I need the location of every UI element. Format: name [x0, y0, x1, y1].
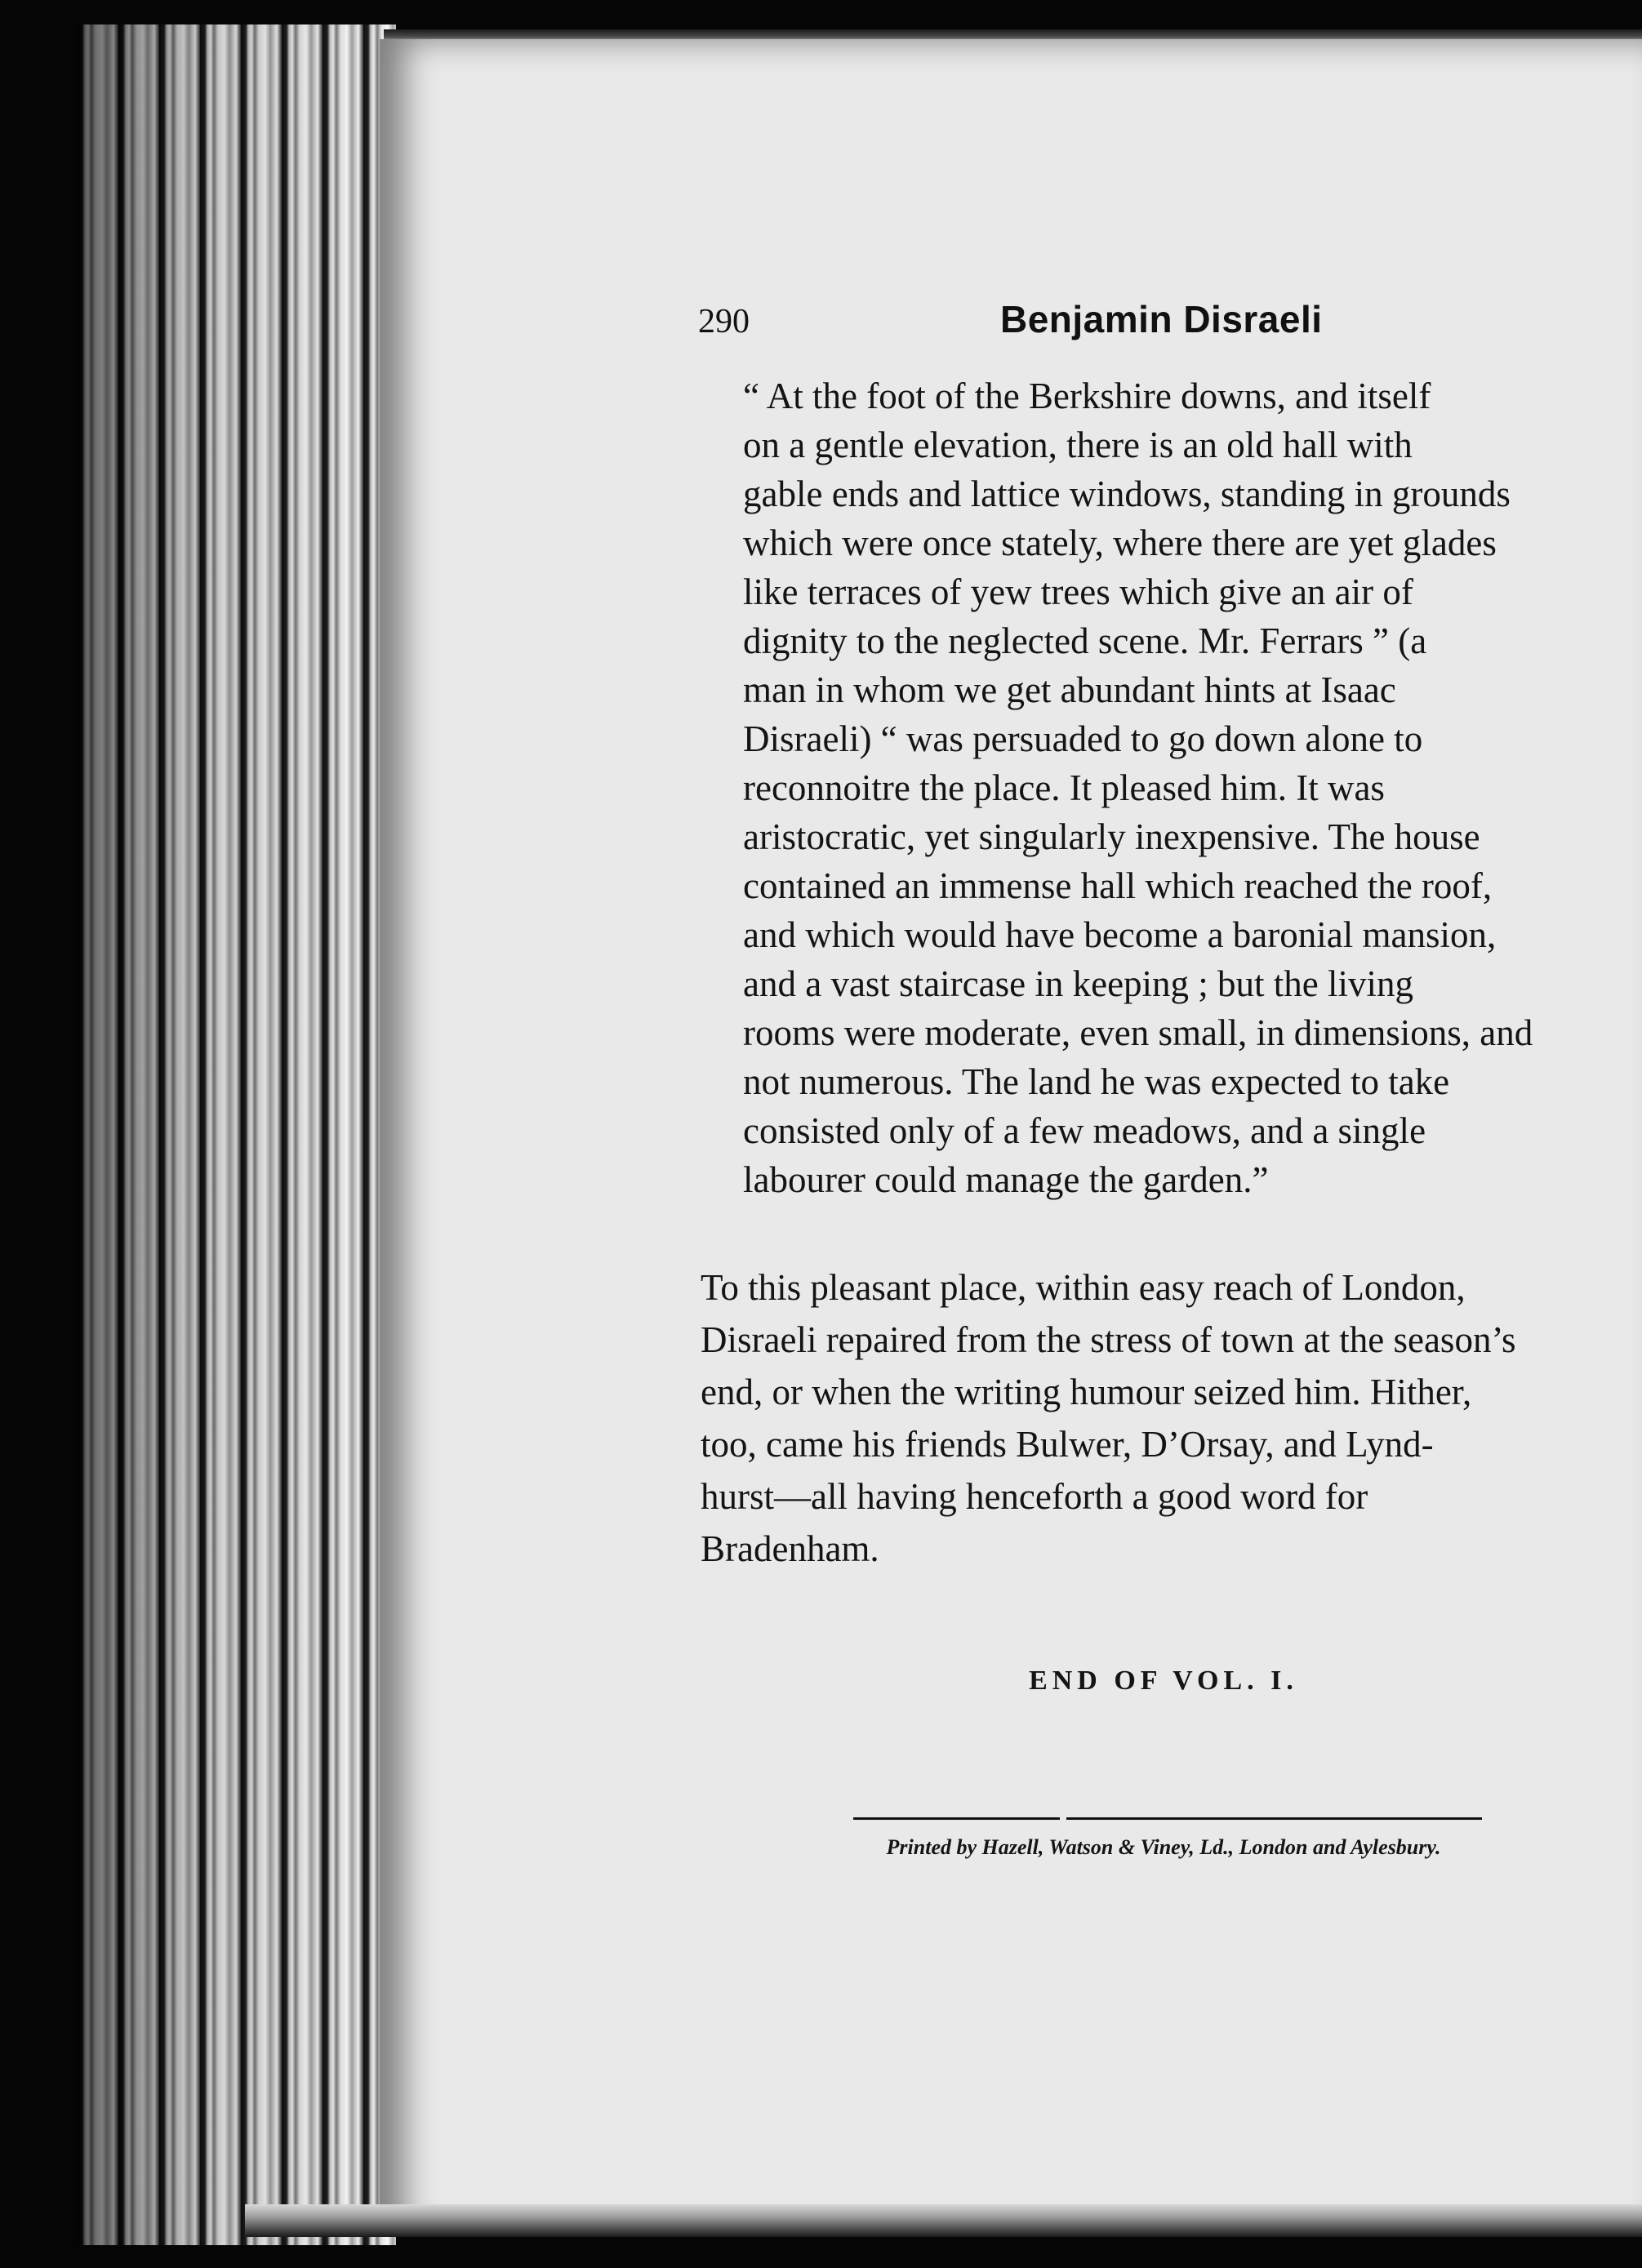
book-page-edges: [78, 24, 396, 2245]
paragraph-line: too, came his friends Bulwer, D’Orsay, and Lynd-: [701, 1424, 1434, 1465]
running-head: Benjamin Disraeli: [1000, 298, 1323, 340]
page-number: 290: [698, 303, 750, 340]
quote-line: dignity to the neglected scene. Mr. Ferrars ” (a: [743, 620, 1427, 661]
paragraph-line: Disraeli repaired from the stress of town at the season’s: [701, 1319, 1516, 1360]
quote-line: Disraeli) “ was persuaded to go down alone to: [743, 718, 1423, 759]
quote-line: on a gentle elevation, there is an old hall with: [743, 425, 1413, 465]
end-of-volume-note: END OF VOL. I.: [1029, 1665, 1298, 1696]
imprint-rule-gap: [1060, 1815, 1066, 1822]
quote-line: labourer could manage the garden.”: [743, 1159, 1269, 1200]
body-text: [701, 371, 1627, 1575]
paragraph-line: To this pleasant place, within easy reach of London,: [701, 1267, 1466, 1308]
quote-line: “ At the foot of the Berkshire downs, and itself: [743, 376, 1431, 416]
page-bottom-edge: [245, 2204, 1642, 2237]
quote-line: consisted only of a few meadows, and a single: [743, 1110, 1426, 1151]
block-quote: [743, 371, 1627, 1204]
paragraph-line: end, or when the writing humour seized him. Hither,: [701, 1372, 1472, 1412]
quote-line: not numerous. The land he was expected to take: [743, 1061, 1450, 1102]
quote-line: and a vast staircase in keeping ; but the living: [743, 963, 1414, 1004]
quote-line: like terraces of yew trees which give an air of: [743, 571, 1413, 612]
quote-line: reconnoitre the place. It pleased him. It was: [743, 767, 1385, 808]
paragraph-line: Bradenham.: [701, 1528, 879, 1569]
quote-line: aristocratic, yet singularly inexpensive. The house: [743, 816, 1480, 857]
imprint-rule: [853, 1817, 1482, 1820]
paragraph: [701, 1261, 1627, 1575]
quote-line: and which would have become a baronial mansion,: [743, 914, 1497, 955]
quote-line: man in whom we get abundant hints at Isaac: [743, 669, 1396, 710]
paragraph-line: hurst—all having henceforth a good word for: [701, 1476, 1368, 1517]
printer-imprint: Printed by Hazell, Watson & Viney, Ld., London and Aylesbury.: [886, 1835, 1441, 1859]
quote-line: rooms were moderate, even small, in dimensions, and: [743, 1012, 1533, 1053]
quote-line: gable ends and lattice windows, standing in grounds: [743, 474, 1511, 514]
page-header: [698, 298, 1629, 351]
quote-line: contained an immense hall which reached the roof,: [743, 865, 1493, 906]
quote-line: which were once stately, where there are yet glades: [743, 523, 1497, 563]
